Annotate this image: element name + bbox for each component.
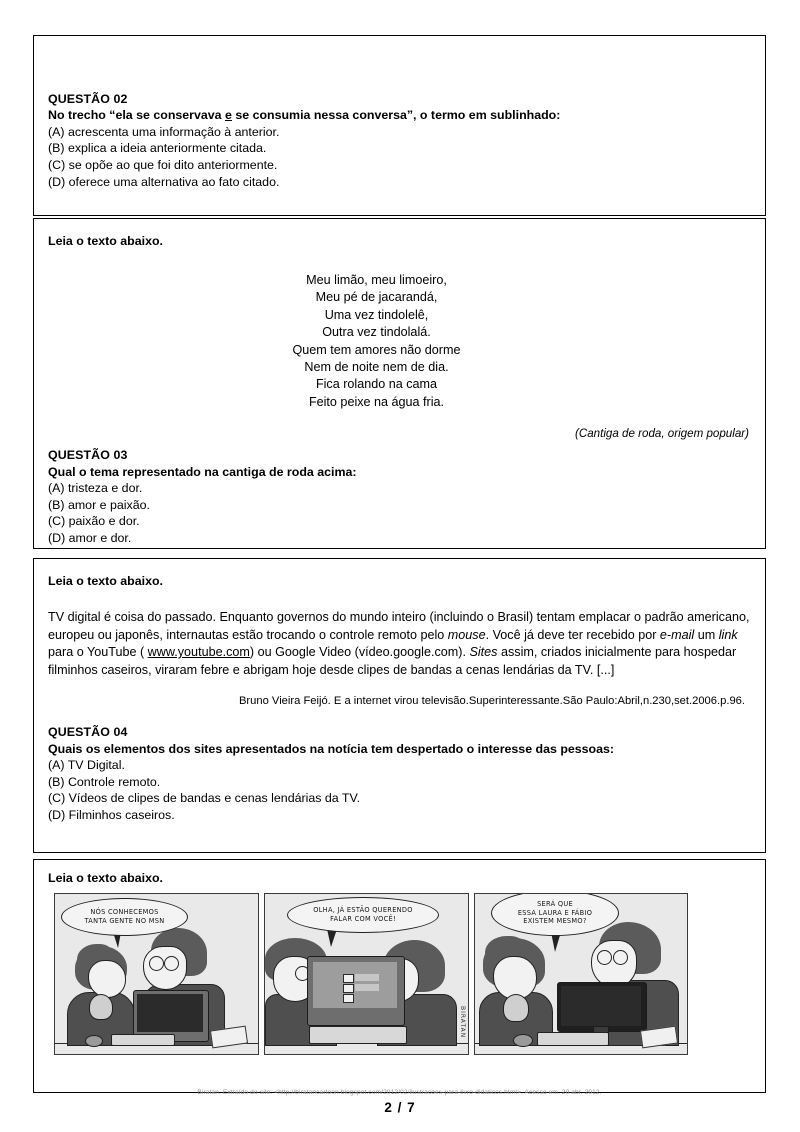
chat-entry-2: [343, 984, 354, 993]
question-03-alternative-a[interactable]: (A) tristeza e dor.: [48, 481, 143, 496]
poem-line: Meu pé de jacarandá,: [315, 290, 438, 305]
news-italic-link: link: [718, 627, 738, 642]
page-number: 2 / 7: [384, 1100, 416, 1115]
man-glasses: [149, 956, 164, 971]
comic-strip: [48, 893, 751, 1078]
speech-bubble-2: [287, 897, 439, 933]
comic-credit-post: : <http://biratancartoon.blogspot.com/2012/02/ilustracoes-para-livro-didaticos.html>. Acesso em. 20 abr. 2012.: [270, 1089, 602, 1096]
comic-panel-3: [474, 893, 688, 1055]
question-03-number: QUESTÃO 03: [48, 448, 128, 463]
speech-bubble-2-line: FALAR COM VOCÊ!: [330, 915, 396, 923]
question-02-alternative-a[interactable]: (A) acrescenta uma informação à anterior.: [48, 124, 280, 139]
mouse-1: [85, 1035, 103, 1047]
comic-box: [33, 859, 766, 1096]
comic-read-instruction: Leia o texto abaixo.: [48, 871, 163, 885]
speech-bubble-2-line: OLHA, JÁ ESTÃO QUERENDO: [313, 906, 413, 915]
news-italic-sites: Sites: [469, 645, 498, 660]
question-04-alternative-c[interactable]: (C) Vídeos de clipes de bandas e cenas lendárias da TV.: [48, 791, 361, 806]
news-text-3: um: [694, 627, 719, 642]
question-03-stem: Qual o tema representado na cantiga de roda acima:: [48, 464, 357, 479]
poem-line: Fica rolando na cama: [315, 377, 438, 392]
question-04-alternative-a[interactable]: (A) TV Digital.: [48, 758, 125, 773]
news-text-5: ) ou Google Video (vídeo.google.com).: [249, 645, 470, 660]
artist-signature: BIRATAN: [459, 1005, 466, 1038]
news-source: Bruno Vieira Feijó. E a internet virou televisão.Superinteressante.São Paulo:Abril,n.230,set.2006.p.96.: [238, 695, 745, 708]
poem-line: Meu limão, meu limoeiro,: [306, 273, 447, 287]
question-02-number: QUESTÃO 02: [48, 92, 128, 106]
question-03-alternative-c[interactable]: (C) paixão e dor.: [48, 514, 140, 529]
paper-1: [210, 1026, 248, 1049]
question-04-stem: Quais os elementos dos sites apresentados na notícia tem despertado o interesse das pessoas:: [48, 741, 615, 756]
question-04-number: QUESTÃO 04: [48, 725, 128, 740]
poem-line: Outra vez tindolalá.: [322, 325, 431, 340]
speech-bubble-1-line: TANTA GENTE NO MSN: [84, 917, 165, 925]
speech-bubble-3-line: ESSA LAURA E FÁBIO: [517, 908, 593, 917]
news-text-2: . Você já deve ter recebido por: [485, 627, 660, 642]
chat-entry-1: [343, 974, 354, 983]
monitor-screen-1: [137, 994, 203, 1032]
comic-credit-pre: Biratan. Extraído do: [197, 1089, 260, 1096]
question-02-stem-pre: No trecho “ela se conservava: [48, 108, 225, 123]
poem-line: Nem de noite nem de dia.: [304, 360, 449, 375]
woman-face: [88, 960, 126, 998]
woman-collar: [503, 994, 529, 1022]
woman-collar: [89, 994, 113, 1020]
mouse-3: [513, 1034, 533, 1047]
monitor-screen-3: [561, 986, 641, 1026]
speech-bubble-3-line: SERÁ QUE: [537, 900, 573, 909]
chat-entry-3: [343, 994, 354, 1003]
question-04-alternative-d[interactable]: (D) Filminhos caseiros.: [48, 807, 175, 822]
poem-read-instruction: Leia o texto abaixo.: [48, 234, 163, 248]
question-02-stem-post: se consumia nessa conversa”, o termo em sublinhado:: [231, 108, 561, 123]
man-glasses-2: [613, 950, 628, 965]
news-text-4: para o YouTube (: [48, 645, 148, 660]
man-glasses-2: [164, 956, 179, 971]
man-glasses: [597, 950, 612, 965]
poem-line: Quem tem amores não dorme: [292, 342, 461, 357]
question-03-alternative-b[interactable]: (B) amor e paixão.: [48, 497, 150, 512]
question-04-alternative-b[interactable]: (B) Controle remoto.: [48, 774, 161, 789]
keyboard-3: [537, 1032, 609, 1046]
poem-line: Feito peixe na água fria.: [308, 394, 445, 409]
comic-panel-2: [264, 893, 469, 1055]
poem-question-03-box: [33, 218, 766, 549]
question-02-alternative-c[interactable]: (C) se opõe ao que foi dito anteriormente.: [48, 158, 278, 172]
poem-line: Uma vez tindolelê,: [324, 307, 429, 322]
speech-bubble-3-line: EXISTEM MESMO?: [523, 917, 587, 926]
question-02-box: [33, 35, 766, 216]
news-question-04-box: [33, 558, 766, 853]
question-02-alternative-d[interactable]: (D) oferece uma alternativa ao fato citado.: [48, 174, 280, 189]
chat-label-fabio: [355, 984, 379, 991]
poem-source: (Cantiga de roda, origem popular): [574, 427, 749, 441]
question-02-underlined-term: e: [225, 108, 232, 123]
news-read-instruction: Leia o texto abaixo.: [48, 574, 163, 588]
question-03-alternative-d[interactable]: (D) amor e dor.: [48, 530, 132, 545]
chat-label-laura: [355, 974, 379, 981]
youtube-link[interactable]: www.youtube.com: [147, 645, 250, 660]
keyboard-1: [111, 1034, 175, 1046]
speech-bubble-3: [491, 893, 619, 936]
news-italic-mouse: mouse: [447, 627, 486, 642]
news-paragraph: [48, 609, 751, 679]
question-02-stem: [48, 107, 751, 123]
question-02-alternative-b[interactable]: (B) explica a ideia anteriormente citada.: [48, 141, 267, 156]
comic-credit-italic: site: [259, 1089, 271, 1096]
comic-credit: [34, 1089, 765, 1096]
news-text-6: assim, criados inicialmente para hospedar filminhos caseiros, viraram febre e abrigam hoje desde clipes de bandas a cenas lendárias da TV. [...]: [48, 645, 737, 677]
man-face: [591, 940, 637, 988]
news-italic-email: e-mail: [659, 627, 695, 642]
keyboard-2: [309, 1026, 407, 1044]
comic-panel-1: [54, 893, 259, 1055]
news-text-1: TV digital é coisa do passado. Enquanto governos do mundo inteiro (incluindo o Brasil) tentam emplacar o padrão americano, europeu ou japonês, internautas estão trocando o controle remoto pelo: [48, 610, 750, 642]
poem-body: [2, 272, 751, 411]
speech-bubble-1: [61, 898, 188, 936]
speech-bubble-1-line: NÓS CONHECEMOS: [90, 908, 159, 917]
